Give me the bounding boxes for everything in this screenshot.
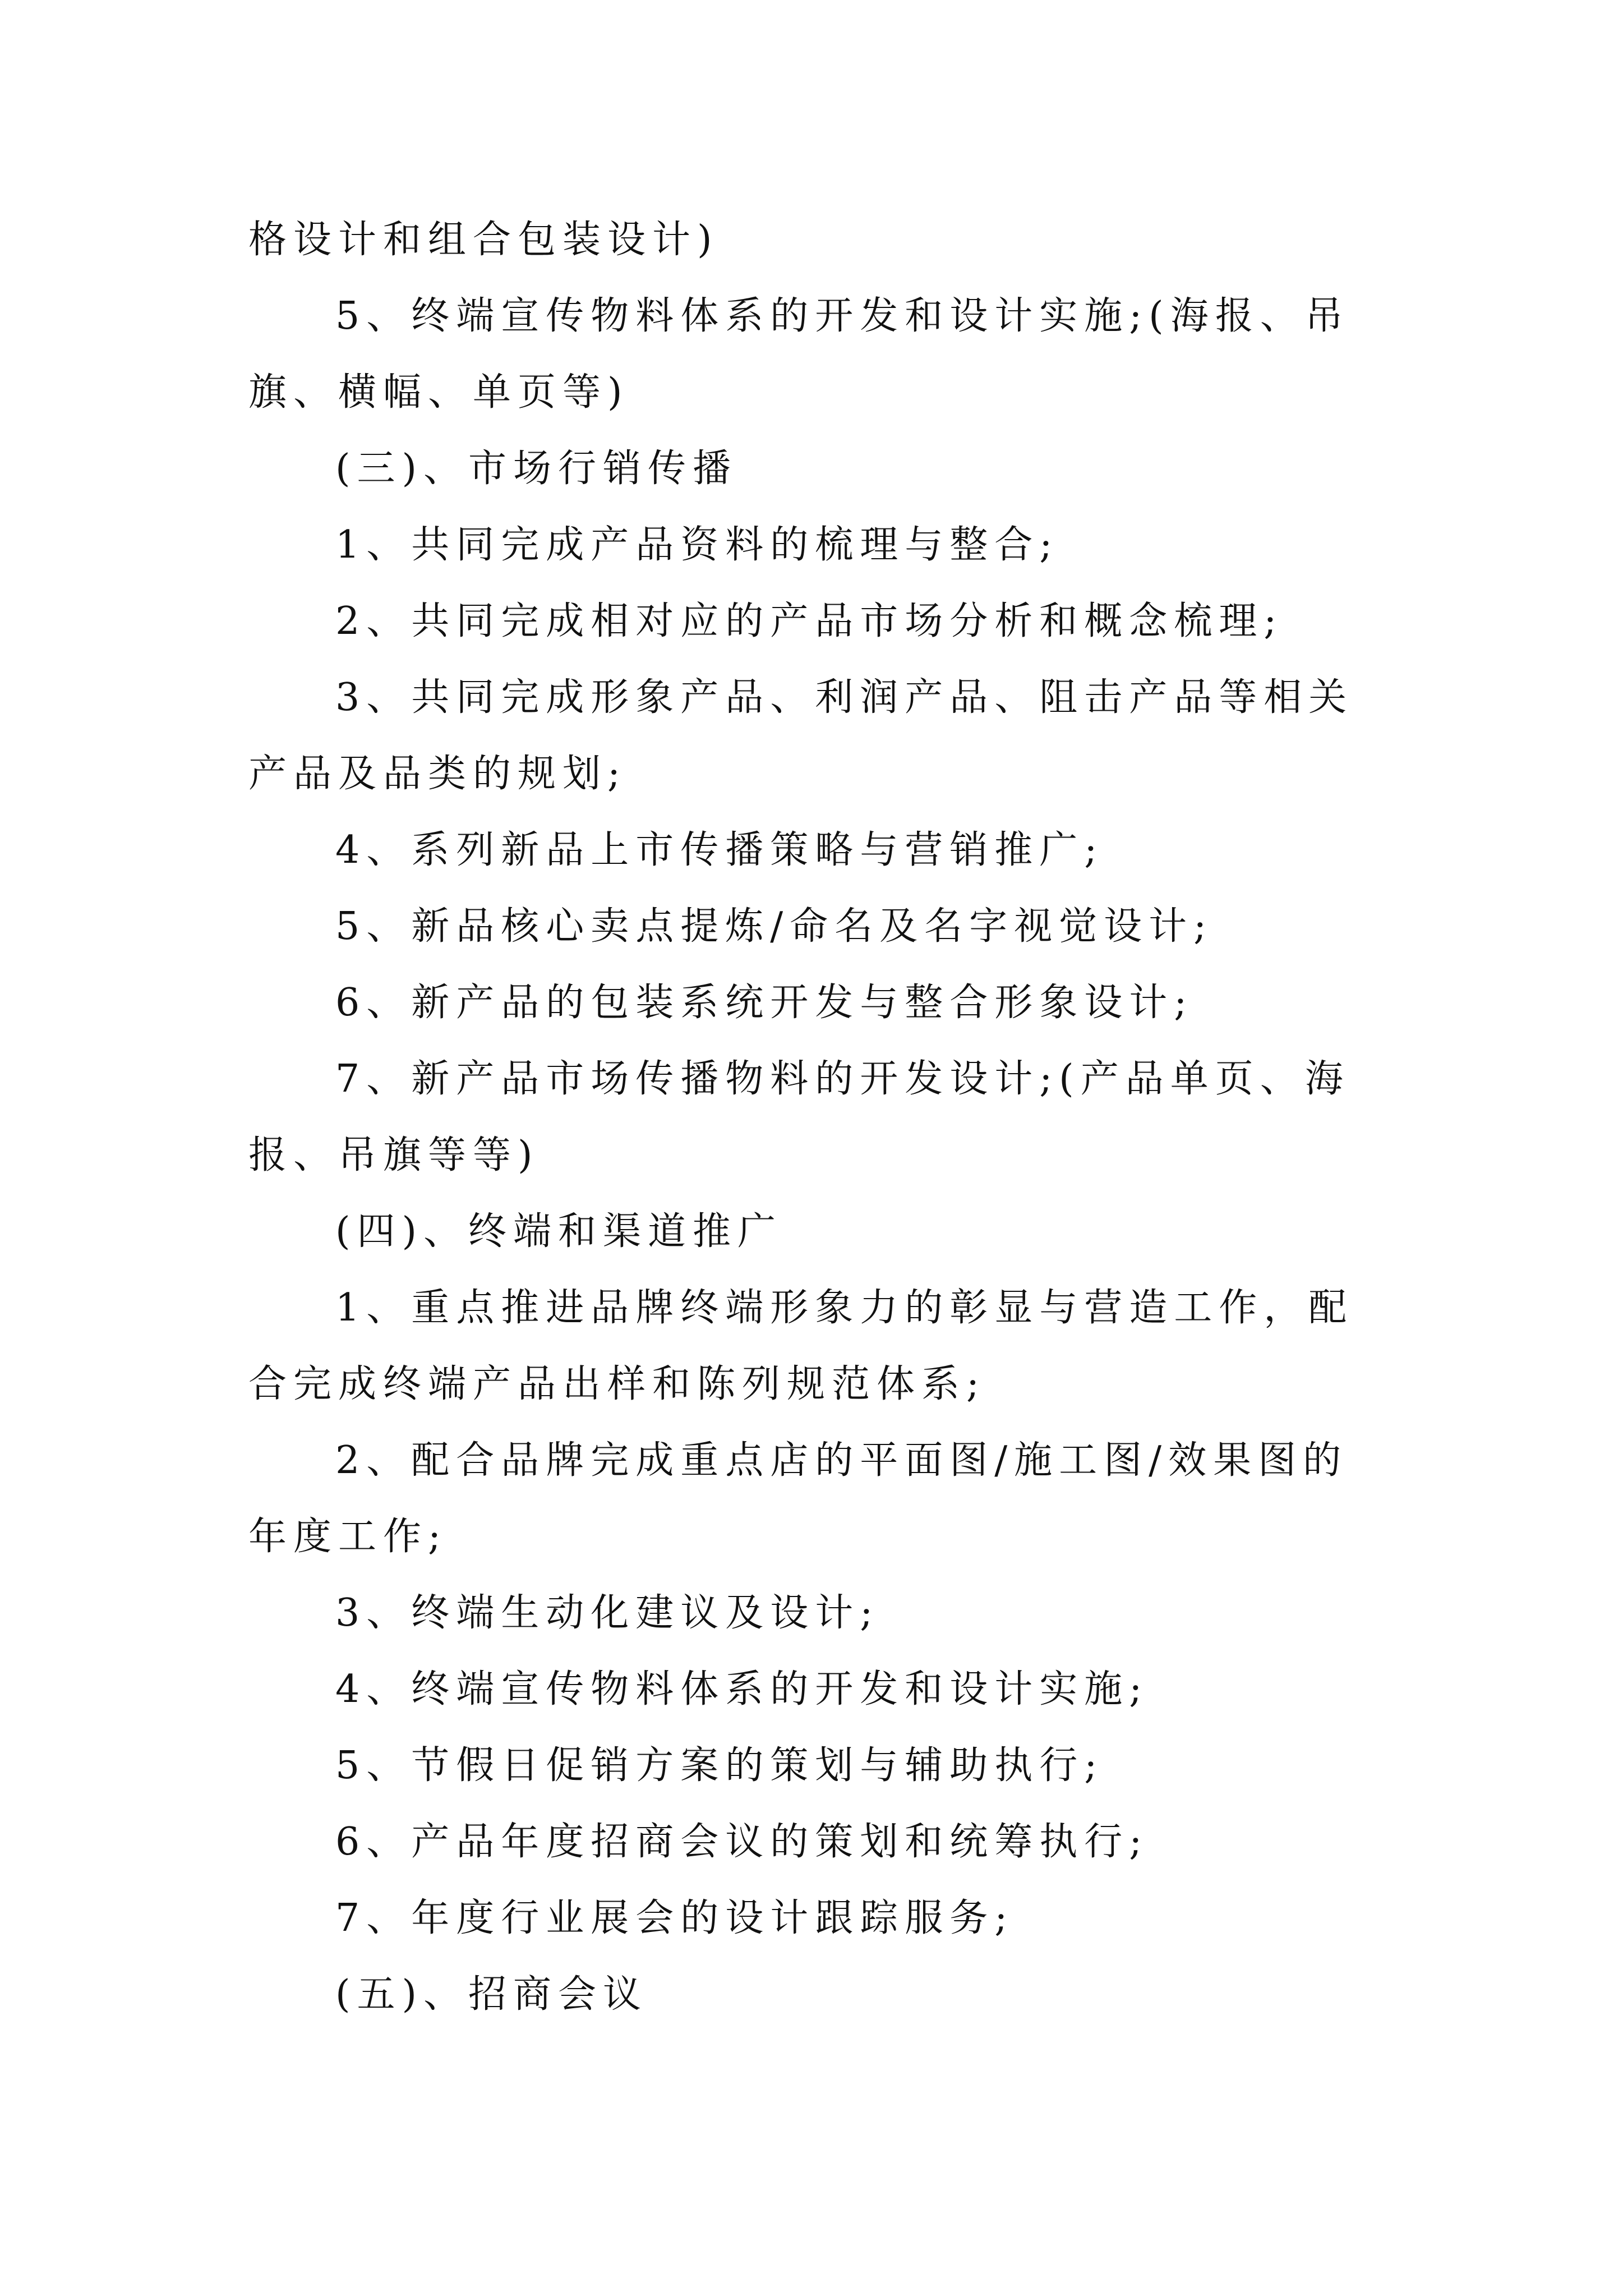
document-body [248,202,1387,2033]
list-item: 5、终端宣传物料体系的开发和设计实施;(海报、吊旗、横幅、单页等) [248,294,1350,415]
list-item: 6、产品年度招商会议的策划和统筹执行; [335,1820,1149,1864]
section-heading: (五)、招商会议 [335,1972,648,2017]
section-heading: (四)、终端和渠道推广 [335,1209,783,1254]
list-item: 3、共同完成形象产品、利润产品、阻击产品等相关产品及品类的规划; [248,675,1354,796]
list-item: 6、新产品的包装系统开发与整合形象设计; [335,981,1194,1025]
list-item: 4、系列新品上市传播策略与营销推广; [335,828,1104,872]
list-item: 3、终端生动化建议及设计; [335,1591,880,1635]
list-item: 7、年度行业展会的设计跟踪服务; [335,1896,1015,1940]
list-item: 2、共同完成相对应的产品市场分析和概念梳理; [335,599,1284,643]
list-item: 4、终端宣传物料体系的开发和设计实施; [335,1667,1149,1711]
list-item: 7、新产品市场传播物料的开发设计;(产品单页、海报、吊旗等等) [248,1057,1350,1177]
list-item: 1、共同完成产品资料的梳理与整合; [335,523,1059,567]
list-item: 2、配合品牌完成重点店的平面图/施工图/效果图的年度工作; [248,1438,1348,1559]
list-item: 5、新品核心卖点提炼/命名及名字视觉设计; [335,904,1214,949]
paragraph: 格设计和组合包装设计) [248,218,719,262]
list-item: 5、节假日促销方案的策划与辅助执行; [335,1743,1104,1788]
list-item: 1、重点推进品牌终端形象力的彰显与营造工作，配合完成终端产品出样和陈列规范体系; [248,1286,1354,1406]
section-heading: (三)、市场行销传播 [335,447,738,491]
